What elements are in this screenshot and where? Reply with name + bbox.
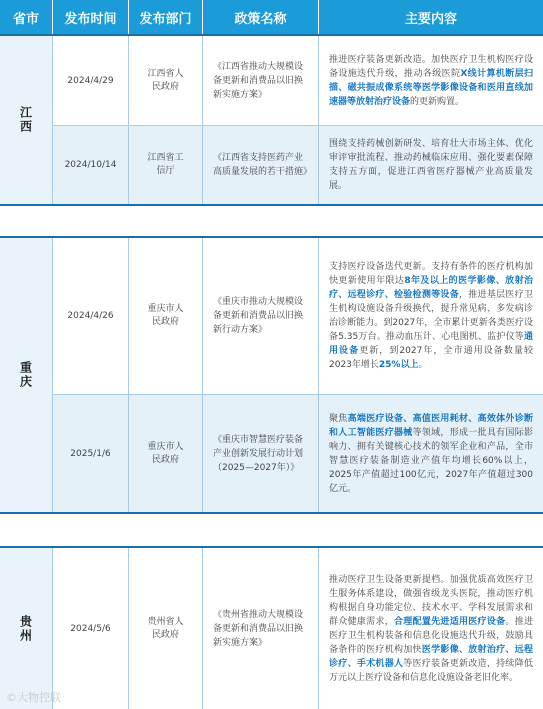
content-text: 支持医疗设备迭代更新。支持有条件的医疗机构加快更新使用年限达 [329, 262, 533, 286]
policy-cell: 《江西省推动大规模设备更新和消费品以旧换新实施方案》 [203, 36, 319, 125]
header-dept: 发布部门 [129, 0, 203, 34]
content-text: 围绕支持药械创新研发、培育壮大市场主体、优化审评审批流程、推动药械临床应用、强化要素保障支持五方面，促进江西省医疗器械产业高质量发展。 [329, 139, 533, 191]
content-cell [319, 36, 543, 125]
highlight-text: 合理配置先进适用医疗设备 [394, 616, 506, 627]
content-text: 等领域，形成一批具有国际影响力、拥有关键核心技术的领军企业和产品，全市智慧医疗装备制造业产值年均增长60%以上，2025年产值超过100亿元，2027年产值超过300亿元。 [329, 427, 533, 494]
province-cell: 江西 [0, 36, 53, 204]
dept-cell: 贵州省人民政府 [129, 548, 203, 709]
header-content: 主要内容 [404, 11, 457, 27]
dept-cell: 重庆市人民政府 [129, 238, 203, 394]
watermark-text: ©大物控联 [6, 691, 61, 704]
date-cell: 2024/4/26 [53, 238, 129, 394]
policy-cell: 《江西省支持医药产业高质量发展的若干措施》 [203, 126, 319, 204]
province-cell: 贵州 [0, 548, 53, 709]
date-cell: 2025/1/6 [53, 395, 129, 512]
date-cell: 2024/5/6 [53, 548, 129, 709]
content-text: 推进医疗装备更新改造。加快医疗卫生机构医疗设备设施迭代升级，推动各级医院 [329, 54, 533, 79]
content-text: 推动医疗卫生设备更新提档。加强优质高效医疗卫生服务体系建设，做强省级龙头医院，推动医疗机构根据自身功能定位、技术水平、学科发展需求和群众健康需求， [329, 574, 533, 627]
province-block-guizhou [0, 546, 543, 709]
table-header [0, 0, 543, 34]
date-cell: 2024/4/29 [53, 36, 129, 125]
policy-cell: 《贵州省推动大规模设备更新和消费品以旧换新实施方案》 [203, 548, 319, 709]
content-cell [319, 395, 543, 512]
table-row [53, 125, 543, 204]
content-text: 。推进医疗卫生机构装备和信息化设施迭代升级，鼓励具备条件的医疗机构加快 [329, 616, 533, 655]
header-policy: 政策名称 [203, 0, 319, 34]
content-text: 聚焦 [329, 413, 348, 424]
policy-cell: 《重庆市智慧医疗装备产业创新发展行动计划（2025—2027年）》 [203, 395, 319, 512]
dept-cell: 江西省人民政府 [129, 36, 203, 125]
content-cell [319, 126, 543, 204]
content-text: 更新，到2027年，全市通用设备数量较2023年增长 [329, 346, 533, 370]
content-text: 。 [418, 360, 428, 370]
dept-cell: 江西省工信厅 [129, 126, 203, 204]
content-cell [319, 548, 543, 709]
header-province: 省市 [0, 0, 53, 34]
policy-cell: 《重庆市推动大规模设备更新和消费品以旧换新行动方案》 [203, 238, 319, 394]
content-text: ，推进基层医疗卫生机构设施设备升级换代，提升常见病、多发病诊治诊断能力。到2027年，全市累计更新各类医疗设备5.35万台。推动血压计、心电图机、监护仪等 [329, 290, 533, 342]
highlight-text: 8年及以上的医学影像、放射治疗、远程诊疗、检验检测等设备 [329, 276, 533, 300]
content-text: 等医疗装备更新改造，持续降低万元以上医疗设备和信息化设施设备老旧化率。 [329, 658, 533, 683]
highlight-text: 通用设备 [329, 332, 533, 356]
highlight-text: 25%以上 [378, 360, 419, 370]
province-block-jiangxi [0, 34, 543, 206]
table-row [53, 36, 543, 125]
highlight-text: X线计算机断层扫描、磁共振成像系统等医学影像设备和医用直线加速器等放射治疗设备 [329, 68, 533, 107]
table-row [53, 394, 543, 512]
content-text: 的更新购置。 [410, 96, 465, 107]
watermark [6, 689, 61, 705]
header-date: 发布时间 [53, 0, 129, 34]
province-cell: 重庆 [0, 238, 53, 512]
province-block-chongqing [0, 236, 543, 514]
date-cell: 2024/10/14 [53, 126, 129, 204]
highlight-text: 高端医疗设备、高值医用耗材、高效体外诊断和人工智能医疗器械 [329, 413, 533, 438]
highlight-text: 医学影像、放射治疗、远程诊疗、手术机器人 [329, 644, 533, 669]
table-row [53, 548, 543, 709]
dept-cell: 重庆市人民政府 [129, 395, 203, 512]
content-cell [319, 238, 543, 394]
table-row [53, 238, 543, 394]
